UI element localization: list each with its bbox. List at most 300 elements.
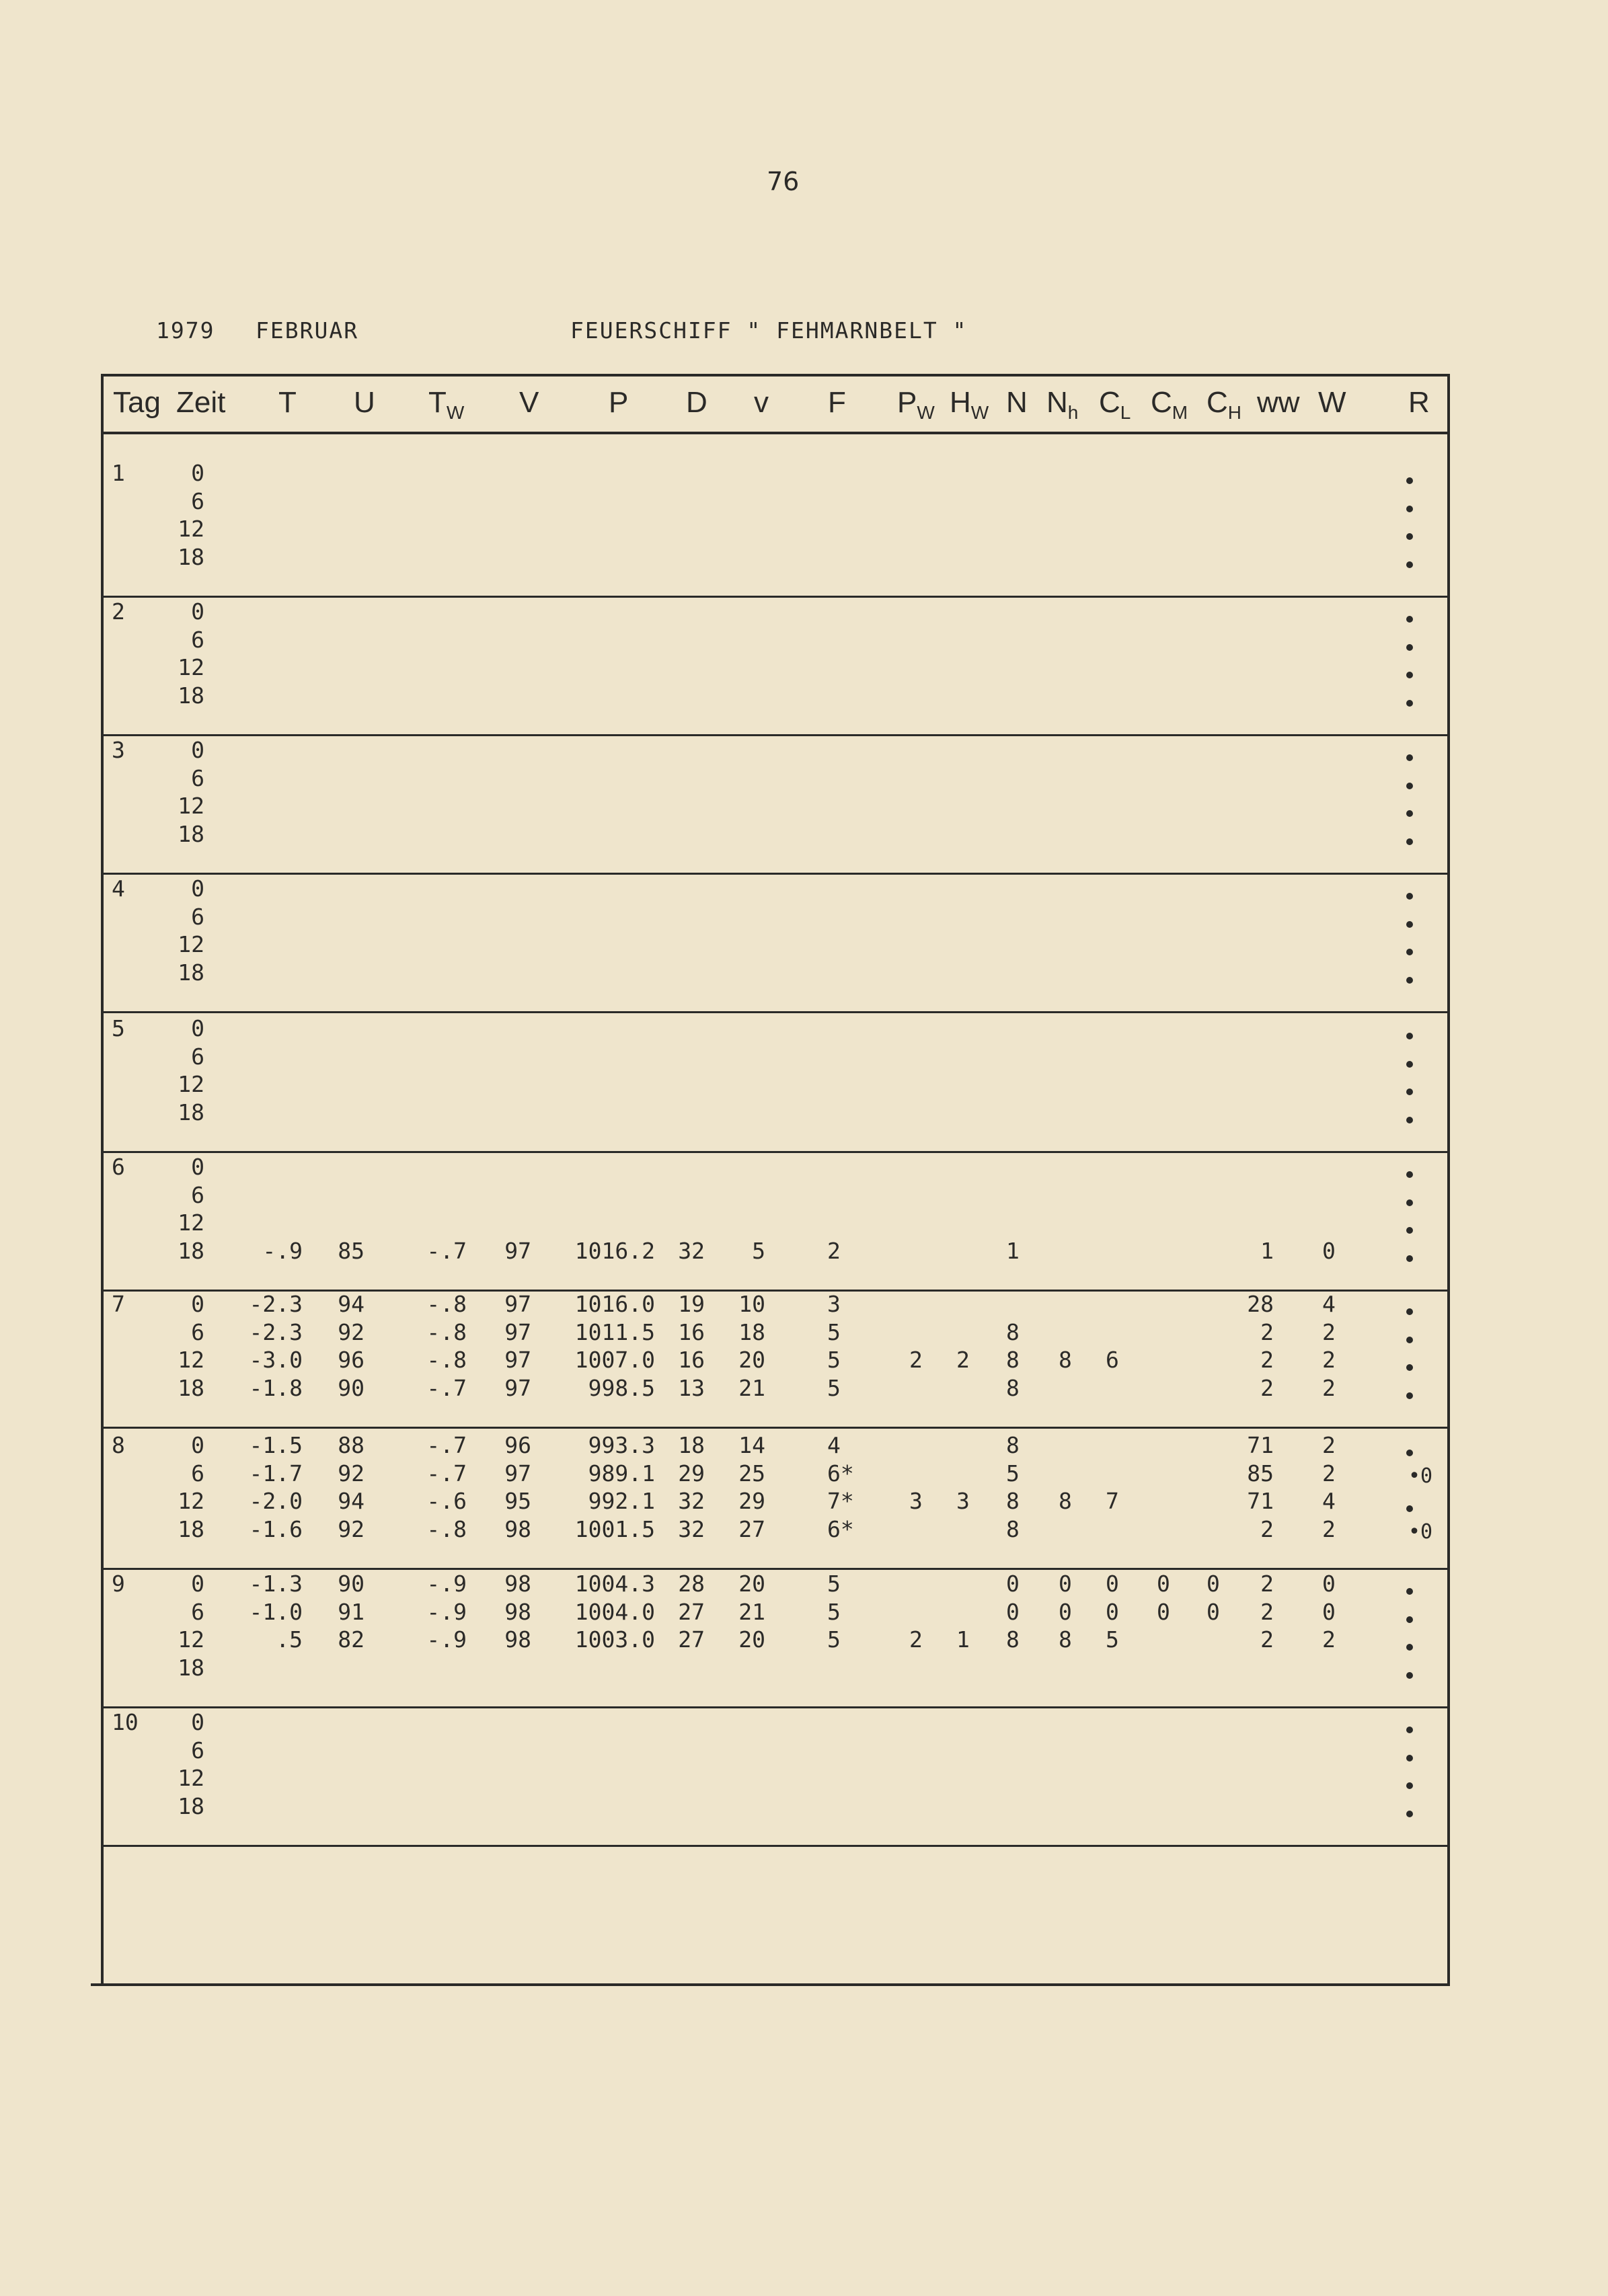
precip-dot: [1406, 1199, 1413, 1206]
cell-n: 8: [1006, 1488, 1020, 1514]
cell-zeit: 12: [178, 516, 204, 542]
cell-hw: 1: [956, 1626, 970, 1653]
day-number: 4: [112, 875, 125, 902]
precip-dot: [1406, 1450, 1413, 1456]
cell-pw: 3: [909, 1488, 923, 1514]
cell-p: 992.1: [588, 1488, 655, 1514]
precip-dot: [1406, 893, 1413, 900]
cell-p: 989.1: [588, 1460, 655, 1487]
cell-tw: -.9: [426, 1626, 467, 1653]
cell-t: -.9: [262, 1238, 303, 1264]
table-row: [104, 1154, 1447, 1182]
precip-dot: [1406, 1616, 1413, 1623]
cell-w: 2: [1322, 1375, 1336, 1401]
cell-zeit: 0: [191, 1709, 204, 1735]
table-row: [104, 1516, 1447, 1544]
cell-ww: 2: [1260, 1319, 1274, 1345]
day-block: [104, 1709, 1447, 1848]
cell-p: 998.5: [588, 1375, 655, 1401]
table-row: [104, 1460, 1447, 1489]
cell-tw: -.6: [426, 1488, 467, 1514]
cell-zeit: 6: [191, 1182, 204, 1208]
cell-u: 94: [338, 1488, 365, 1514]
column-header-row: [104, 377, 1447, 434]
table-row: [104, 1737, 1447, 1766]
cell-ww: 2: [1260, 1571, 1274, 1597]
cell-t: -3.0: [249, 1347, 303, 1373]
cell-f: 5: [827, 1599, 841, 1625]
cell-tw: -.7: [426, 1375, 467, 1401]
cell-w: 2: [1322, 1516, 1336, 1542]
cell-n: 1: [1006, 1238, 1020, 1264]
cell-w: 4: [1322, 1291, 1336, 1317]
day-number: 10: [112, 1709, 139, 1735]
cell-cl: 0: [1106, 1571, 1119, 1597]
cell-u: 92: [338, 1516, 365, 1542]
day-block: [104, 737, 1447, 875]
day-separator: [104, 1568, 1447, 1570]
cell-v: 14: [738, 1432, 765, 1458]
cell-t: -2.3: [249, 1319, 303, 1345]
column-header-cl: $C_L$: [1099, 386, 1131, 423]
day-block: [104, 1154, 1447, 1292]
precip-dot: [1406, 1505, 1413, 1512]
cell-tw: -.7: [426, 1432, 467, 1458]
cell-ww: 1: [1260, 1238, 1274, 1264]
day-separator: [104, 873, 1447, 875]
cell-zeit: 6: [191, 488, 204, 514]
cell-n: 8: [1006, 1347, 1020, 1373]
cell-v: 96: [504, 1432, 531, 1458]
precip-dot: [1406, 700, 1413, 707]
cell-v: 97: [504, 1238, 531, 1264]
precip-label: •0: [1408, 1464, 1433, 1488]
cell-ww: 2: [1260, 1599, 1274, 1625]
cell-u: 92: [338, 1460, 365, 1487]
cell-ww: 2: [1260, 1347, 1274, 1373]
column-header-u: U: [354, 386, 375, 419]
column-header-v: V: [519, 386, 539, 419]
cell-tw: -.8: [426, 1319, 467, 1345]
precip-dot: [1406, 1033, 1413, 1039]
cell-zeit: 18: [178, 1793, 204, 1819]
cell-zeit: 12: [178, 654, 204, 680]
cell-v: 21: [738, 1599, 765, 1625]
cell-t: -2.3: [249, 1291, 303, 1317]
cell-ww: 71: [1247, 1488, 1274, 1514]
cell-d: 16: [678, 1319, 705, 1345]
precip-dot: [1406, 1644, 1413, 1651]
day-separator: [104, 1706, 1447, 1708]
cell-d: 28: [678, 1571, 705, 1597]
cell-tw: -.8: [426, 1291, 467, 1317]
cell-f: 5: [827, 1319, 841, 1345]
precip-dot: [1406, 754, 1413, 761]
cell-v: 97: [504, 1319, 531, 1345]
precip-dot: [1406, 561, 1413, 568]
cell-t: -1.7: [249, 1460, 303, 1487]
cell-ch: 0: [1207, 1571, 1220, 1597]
cell-w: 0: [1322, 1238, 1336, 1264]
column-header-tag: Tag: [113, 386, 161, 419]
cell-v: 29: [738, 1488, 765, 1514]
cell-v: 20: [738, 1347, 765, 1373]
cell-nh: 8: [1059, 1488, 1072, 1514]
column-header-pw: $P_W$: [897, 386, 935, 423]
precip-dot: [1406, 644, 1413, 651]
cell-u: 96: [338, 1347, 365, 1373]
column-header-cm: $C_M$: [1151, 386, 1188, 423]
table-row: [104, 1626, 1447, 1655]
precip-dot: [1406, 949, 1413, 955]
table-row: [104, 488, 1447, 516]
cell-d: 19: [678, 1291, 705, 1317]
table-row: [104, 1015, 1447, 1043]
table-row: [104, 1182, 1447, 1210]
cell-w: 2: [1322, 1460, 1336, 1487]
cell-nh: 8: [1059, 1347, 1072, 1373]
column-header-ch: $C_H$: [1207, 386, 1242, 423]
day-number: 9: [112, 1571, 125, 1597]
cell-p: 1004.0: [574, 1599, 655, 1625]
precip-dot: [1406, 977, 1413, 984]
cell-u: 92: [338, 1319, 365, 1345]
cell-zeit: 6: [191, 1737, 204, 1764]
cell-d: 13: [678, 1375, 705, 1401]
cell-v: 97: [504, 1460, 531, 1487]
day-number: 8: [112, 1432, 125, 1458]
table-row: [104, 460, 1447, 488]
precip-dot: [1406, 1672, 1413, 1679]
column-header-hw: $H_W$: [950, 386, 989, 423]
precip-dot: [1406, 838, 1413, 845]
cell-v: 20: [738, 1626, 765, 1653]
cell-u: 90: [338, 1571, 365, 1597]
cell-nh: 0: [1059, 1571, 1072, 1597]
table-row: [104, 1375, 1447, 1403]
precip-dot: [1406, 616, 1413, 623]
cell-f: 6*: [827, 1460, 854, 1487]
precip-dot: [1406, 1227, 1413, 1234]
cell-p: 1004.3: [574, 1571, 655, 1597]
precip-dot: [1406, 783, 1413, 789]
day-separator: [104, 734, 1447, 736]
day-number: 5: [112, 1015, 125, 1041]
cell-t: -2.0: [249, 1488, 303, 1514]
cell-ww: 2: [1260, 1626, 1274, 1653]
precip-dot: [1406, 1337, 1413, 1343]
cell-w: 2: [1322, 1432, 1336, 1458]
cell-f: 6*: [827, 1516, 854, 1542]
cell-tw: -.9: [426, 1571, 467, 1597]
day-separator: [104, 1011, 1447, 1013]
day-block: [104, 1432, 1447, 1571]
day-block: [104, 1291, 1447, 1429]
precip-dot: [1406, 533, 1413, 540]
day-block: [104, 1571, 1447, 1709]
cell-zeit: 6: [191, 1043, 204, 1070]
cell-t: -1.0: [249, 1599, 303, 1625]
cell-zeit: 6: [191, 904, 204, 930]
day-block: [104, 460, 1447, 598]
cell-v: 98: [504, 1599, 531, 1625]
cell-p: 1016.2: [574, 1238, 655, 1264]
cell-tw: -.7: [426, 1238, 467, 1264]
cell-hw: 2: [956, 1347, 970, 1373]
column-header-zeit: Zeit: [176, 386, 226, 419]
cell-zeit: 12: [178, 931, 204, 957]
cell-cm: 0: [1157, 1599, 1170, 1625]
precip-dot: [1406, 506, 1413, 512]
cell-v: 10: [738, 1291, 765, 1317]
cell-w: 2: [1322, 1626, 1336, 1653]
cell-zeit: 0: [191, 1291, 204, 1317]
cell-zeit: 0: [191, 737, 204, 763]
table-row: [104, 737, 1447, 765]
cell-u: 94: [338, 1291, 365, 1317]
cell-f: 7*: [827, 1488, 854, 1514]
cell-v: 98: [504, 1571, 531, 1597]
cell-n: 8: [1006, 1375, 1020, 1401]
day-number: 3: [112, 737, 125, 763]
precip-dot: [1406, 1588, 1413, 1595]
cell-p: 993.3: [588, 1432, 655, 1458]
header-month: FEBRUAR: [256, 317, 359, 344]
table-row: [104, 1765, 1447, 1793]
table-row: [104, 1291, 1447, 1319]
table-row: [104, 598, 1447, 627]
cell-v: 98: [504, 1516, 531, 1542]
table-row: [104, 1210, 1447, 1238]
cell-d: 16: [678, 1347, 705, 1373]
cell-v: 27: [738, 1516, 765, 1542]
cell-t: -1.3: [249, 1571, 303, 1597]
cell-v: 95: [504, 1488, 531, 1514]
cell-pw: 2: [909, 1347, 923, 1373]
cell-d: 32: [678, 1238, 705, 1264]
cell-zeit: 12: [178, 1347, 204, 1373]
table-row: [104, 959, 1447, 988]
cell-zeit: 12: [178, 1488, 204, 1514]
cell-n: 5: [1006, 1460, 1020, 1487]
cell-zeit: 0: [191, 598, 204, 625]
precip-dot: [1406, 1171, 1413, 1178]
table-row: [104, 1599, 1447, 1627]
cell-v: 97: [504, 1347, 531, 1373]
cell-u: 91: [338, 1599, 365, 1625]
cell-ww: 2: [1260, 1375, 1274, 1401]
column-header-nh: $N_h$: [1046, 386, 1079, 423]
cell-n: 8: [1006, 1626, 1020, 1653]
table-row: [104, 1071, 1447, 1099]
precip-dot: [1406, 1755, 1413, 1761]
table-row: [104, 654, 1447, 682]
table-row: [104, 1571, 1447, 1599]
cell-zeit: 0: [191, 1015, 204, 1041]
cell-w: 4: [1322, 1488, 1336, 1514]
cell-v: 5: [752, 1238, 765, 1264]
table-row: [104, 1793, 1447, 1821]
precip-label: •0: [1408, 1520, 1433, 1544]
cell-zeit: 6: [191, 765, 204, 791]
precip-dot: [1406, 1392, 1413, 1399]
day-separator: [104, 596, 1447, 598]
cell-nh: 8: [1059, 1626, 1072, 1653]
cell-cl: 5: [1106, 1626, 1119, 1653]
precip-dot: [1406, 672, 1413, 678]
cell-zeit: 18: [178, 821, 204, 847]
observation-table: [101, 374, 1450, 1986]
cell-d: 29: [678, 1460, 705, 1487]
day-number: 6: [112, 1154, 125, 1180]
cell-ch: 0: [1207, 1599, 1220, 1625]
column-header-r: R: [1408, 386, 1430, 419]
cell-tw: -.8: [426, 1347, 467, 1373]
cell-v: 97: [504, 1291, 531, 1317]
cell-tw: -.9: [426, 1599, 467, 1625]
cell-d: 18: [678, 1432, 705, 1458]
cell-zeit: 18: [178, 1099, 204, 1125]
cell-f: 2: [827, 1238, 841, 1264]
day-block: [104, 875, 1447, 1014]
precip-dot: [1406, 1727, 1413, 1733]
cell-f: 5: [827, 1347, 841, 1373]
cell-cl: 0: [1106, 1599, 1119, 1625]
column-header-n: N: [1006, 386, 1028, 419]
cell-w: 0: [1322, 1571, 1336, 1597]
cell-v: 20: [738, 1571, 765, 1597]
table-row: [104, 1709, 1447, 1737]
cell-pw: 2: [909, 1626, 923, 1653]
cell-v: 97: [504, 1375, 531, 1401]
column-header-tw: $T_W$: [428, 386, 465, 423]
cell-hw: 3: [956, 1488, 970, 1514]
cell-zeit: 6: [191, 627, 204, 653]
cell-v: 98: [504, 1626, 531, 1653]
cell-w: 2: [1322, 1319, 1336, 1345]
precip-dot: [1406, 1811, 1413, 1817]
cell-w: 2: [1322, 1347, 1336, 1373]
table-row: [104, 765, 1447, 793]
cell-u: 90: [338, 1375, 365, 1401]
cell-n: 8: [1006, 1319, 1020, 1345]
table-row: [104, 1319, 1447, 1347]
column-header-w: W: [1318, 386, 1346, 419]
cell-p: 1016.0: [574, 1291, 655, 1317]
cell-n: 8: [1006, 1516, 1020, 1542]
cell-d: 27: [678, 1626, 705, 1653]
cell-zeit: 6: [191, 1460, 204, 1487]
cell-p: 1003.0: [574, 1626, 655, 1653]
cell-zeit: 0: [191, 875, 204, 902]
day-separator: [104, 1151, 1447, 1153]
day-number: 1: [112, 460, 125, 486]
cell-d: 32: [678, 1488, 705, 1514]
cell-d: 32: [678, 1516, 705, 1542]
cell-t: .5: [276, 1626, 303, 1653]
day-separator: [104, 1427, 1447, 1429]
cell-ww: 28: [1247, 1291, 1274, 1317]
cell-u: 82: [338, 1626, 365, 1653]
table-row: [104, 544, 1447, 572]
cell-f: 5: [827, 1571, 841, 1597]
table-row: [104, 1347, 1447, 1375]
table-row: [104, 1099, 1447, 1127]
column-header-f: F: [828, 386, 846, 419]
table-row: [104, 793, 1447, 821]
cell-n: 8: [1006, 1432, 1020, 1458]
table-row: [104, 1432, 1447, 1460]
cell-zeit: 18: [178, 1655, 204, 1681]
cell-n: 0: [1006, 1571, 1020, 1597]
cell-cm: 0: [1157, 1571, 1170, 1597]
cell-zeit: 0: [191, 1432, 204, 1458]
table-row: [104, 875, 1447, 904]
cell-tw: -.7: [426, 1460, 467, 1487]
page-bottom-rule: [91, 1983, 1443, 1986]
cell-f: 3: [827, 1291, 841, 1317]
cell-f: 4: [827, 1432, 841, 1458]
cell-zeit: 12: [178, 1210, 204, 1236]
cell-f: 5: [827, 1626, 841, 1653]
cell-t: -1.6: [249, 1516, 303, 1542]
table-row: [104, 931, 1447, 959]
cell-zeit: 18: [178, 544, 204, 570]
cell-ww: 2: [1260, 1516, 1274, 1542]
day-separator: [104, 1845, 1447, 1847]
precip-dot: [1406, 1088, 1413, 1095]
table-row: [104, 1043, 1447, 1072]
cell-zeit: 6: [191, 1599, 204, 1625]
column-header-ww: ww: [1257, 386, 1300, 419]
cell-zeit: 12: [178, 793, 204, 819]
cell-zeit: 0: [191, 460, 204, 486]
cell-zeit: 0: [191, 1154, 204, 1180]
cell-zeit: 12: [178, 1626, 204, 1653]
precip-dot: [1406, 1308, 1413, 1315]
table-row: [104, 1488, 1447, 1516]
cell-p: 1007.0: [574, 1347, 655, 1373]
cell-t: -1.5: [249, 1432, 303, 1458]
precip-dot: [1406, 921, 1413, 928]
precip-dot: [1406, 477, 1413, 484]
table-row: [104, 516, 1447, 544]
table-row: [104, 821, 1447, 849]
column-header-t: T: [278, 386, 297, 419]
cell-w: 0: [1322, 1599, 1336, 1625]
header-year: 1979: [156, 317, 215, 344]
day-block: [104, 1015, 1447, 1154]
cell-v: 21: [738, 1375, 765, 1401]
column-header-p: P: [609, 386, 629, 419]
precip-dot: [1406, 1255, 1413, 1262]
table-row: [104, 627, 1447, 655]
cell-p: 1011.5: [574, 1319, 655, 1345]
cell-zeit: 18: [178, 959, 204, 986]
cell-cl: 6: [1106, 1347, 1119, 1373]
table-row: [104, 1655, 1447, 1683]
page-number: 76: [767, 167, 800, 196]
cell-f: 5: [827, 1375, 841, 1401]
day-number: 2: [112, 598, 125, 625]
cell-d: 27: [678, 1599, 705, 1625]
precip-dot: [1406, 810, 1413, 817]
cell-t: -1.8: [249, 1375, 303, 1401]
column-header-d: D: [686, 386, 707, 419]
day-block: [104, 598, 1447, 737]
precip-dot: [1406, 1782, 1413, 1789]
cell-zeit: 6: [191, 1319, 204, 1345]
